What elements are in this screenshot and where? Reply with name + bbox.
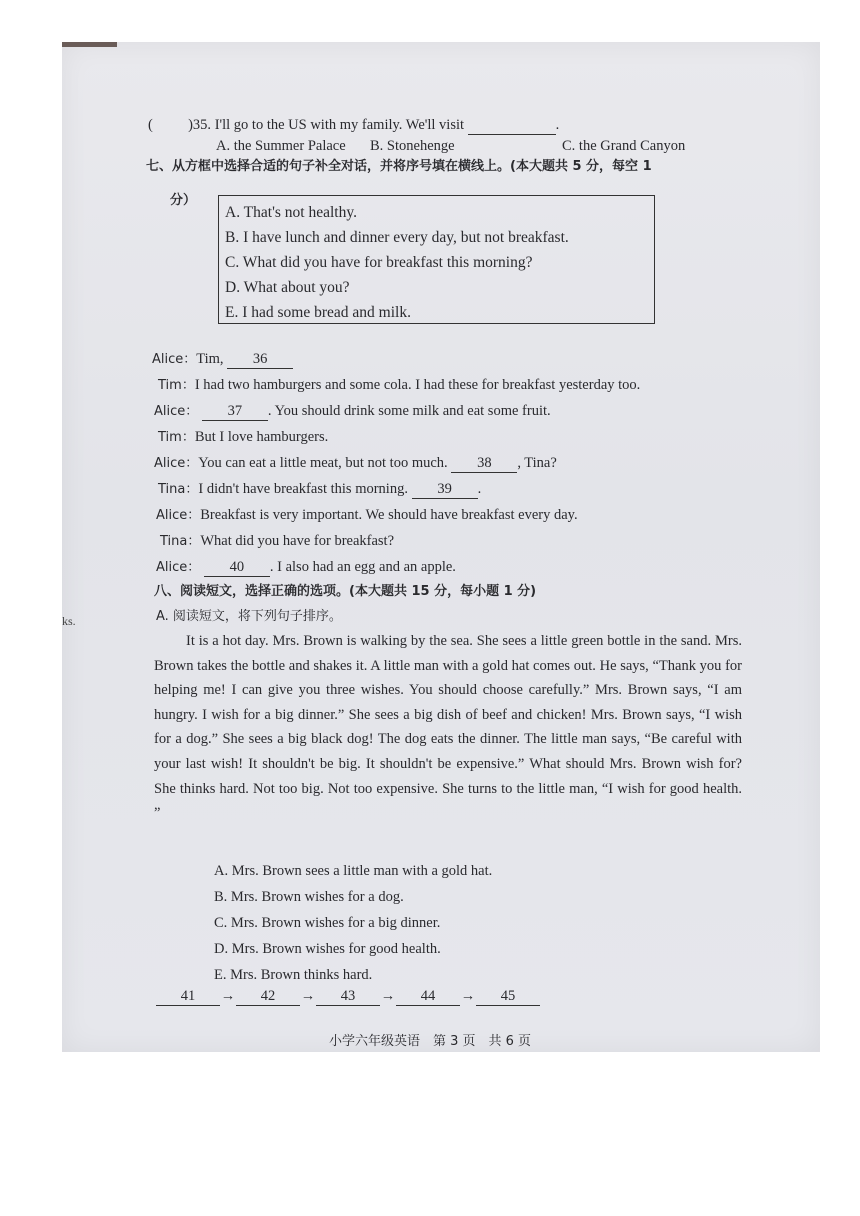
dialogue-line-5: Alice：You can eat a little meat, but not too much. 38 , Tina? — [154, 455, 557, 471]
page-footer: 小学六年级英语 第 3 页 共 6 页 — [328, 1034, 532, 1049]
q35-options — [216, 137, 685, 155]
dialogue-line-6: Tina：I didn't have breakfast this morning. 39 . — [158, 481, 482, 497]
arrow-icon: → — [380, 988, 396, 1004]
section-7-heading: 七、从方框中选择合适的句子补全对话，并将序号填在横线上。(本大题共 5 分，每空 1 — [146, 159, 652, 174]
choice-e: E. I had some bread and milk. — [225, 304, 411, 321]
dialogue-line-9: Alice： 40 . I also had an egg and an apple. — [156, 559, 456, 575]
option-b: B. Stonehenge — [370, 138, 455, 154]
arrow-icon: → — [460, 988, 476, 1004]
choice-c: C. What did you have for breakfast this morning? — [225, 254, 533, 271]
blank-39: 39 — [412, 480, 478, 499]
question-text: I'll go to the US with my family. We'll visit — [214, 117, 465, 133]
blank-38: 38 — [451, 454, 517, 473]
blank-44: 44 — [396, 988, 460, 1006]
dialogue-line-3: Alice： 37 . You should drink some milk and eat some fruit. — [154, 403, 551, 419]
sentence-e: E. Mrs. Brown thinks hard. — [214, 967, 373, 983]
question-35: ( )35. I'll go to the US with my family. We'll visit . — [148, 117, 560, 133]
section-8-subheading: A. 阅读短文，将下列句子排序。 — [156, 609, 342, 624]
choice-a: A. That's not healthy. — [225, 204, 357, 221]
blank-37: 37 — [202, 402, 268, 421]
reading-passage: It is a hot day. Mrs. Brown is walking by the sea. She sees a little green bottle in the sand. Mrs. Brown takes the bottle and shakes it. A little man with a gold hat comes out. He says, “Thank you for helping me! I can give you three wishes. You should choose carefully.” Mrs. Brown says, “I am hungry. I wish for a big dinner.” She sees a big dish of beef and chicken! Mrs. Brown says, “I wish for a dog.” She sees a big black dog! The dog eats the dinner. The little man says, “Be careful with your last wish! It shouldn't be big. It shouldn't be expensive.” What should Mrs. Brown wish for? She thinks hard. Not too big. Not too expensive. She turns to the little man, “I wish for good health. ” — [154, 633, 742, 822]
order-answer-line — [156, 988, 540, 1006]
option-c: C. the Grand Canyon — [562, 138, 686, 154]
sentence-d: D. Mrs. Brown wishes for good health. — [214, 941, 441, 957]
sentence-c: C. Mrs. Brown wishes for a big dinner. — [214, 915, 441, 931]
arrow-icon: → — [220, 988, 236, 1004]
blank-42: 42 — [236, 988, 300, 1006]
answer-blank — [468, 116, 556, 135]
section-7-heading-cont: 分） — [170, 193, 197, 208]
page-corner-shadow — [62, 42, 117, 47]
arrow-icon: → — [300, 988, 316, 1004]
section-8-heading: 八、阅读短文，选择正确的选项。(本大题共 15 分，每小题 1 分) — [154, 584, 537, 599]
question-number: )35. — [188, 117, 212, 133]
choice-d: D. What about you? — [225, 279, 350, 296]
blank-36: 36 — [227, 350, 293, 369]
dialogue-line-2: Tim：I had two hamburgers and some cola. I had these for breakfast yesterday too. — [158, 377, 641, 393]
blank-43: 43 — [316, 988, 380, 1006]
answer-paren: ( — [148, 117, 153, 133]
cropped-edge-text: ks. — [62, 614, 76, 628]
sentence-a: A. Mrs. Brown sees a little man with a gold hat. — [214, 863, 493, 879]
blank-40: 40 — [204, 558, 270, 577]
dialogue-line-1: Alice：Tim, 36 — [152, 350, 293, 369]
option-a: A. the Summer Palace — [216, 138, 346, 154]
blank-41: 41 — [156, 988, 220, 1006]
sentence-b: B. Mrs. Brown wishes for a dog. — [214, 889, 404, 905]
choice-b: B. I have lunch and dinner every day, but not breakfast. — [225, 229, 569, 246]
dialogue-line-4: Tim：But I love hamburgers. — [158, 429, 329, 445]
blank-45: 45 — [476, 988, 540, 1006]
dialogue-line-7: Alice：Breakfast is very important. We should have breakfast every day. — [156, 507, 578, 523]
dialogue-line-8: Tina：What did you have for breakfast? — [160, 533, 395, 549]
answer-choices-box — [218, 195, 655, 324]
